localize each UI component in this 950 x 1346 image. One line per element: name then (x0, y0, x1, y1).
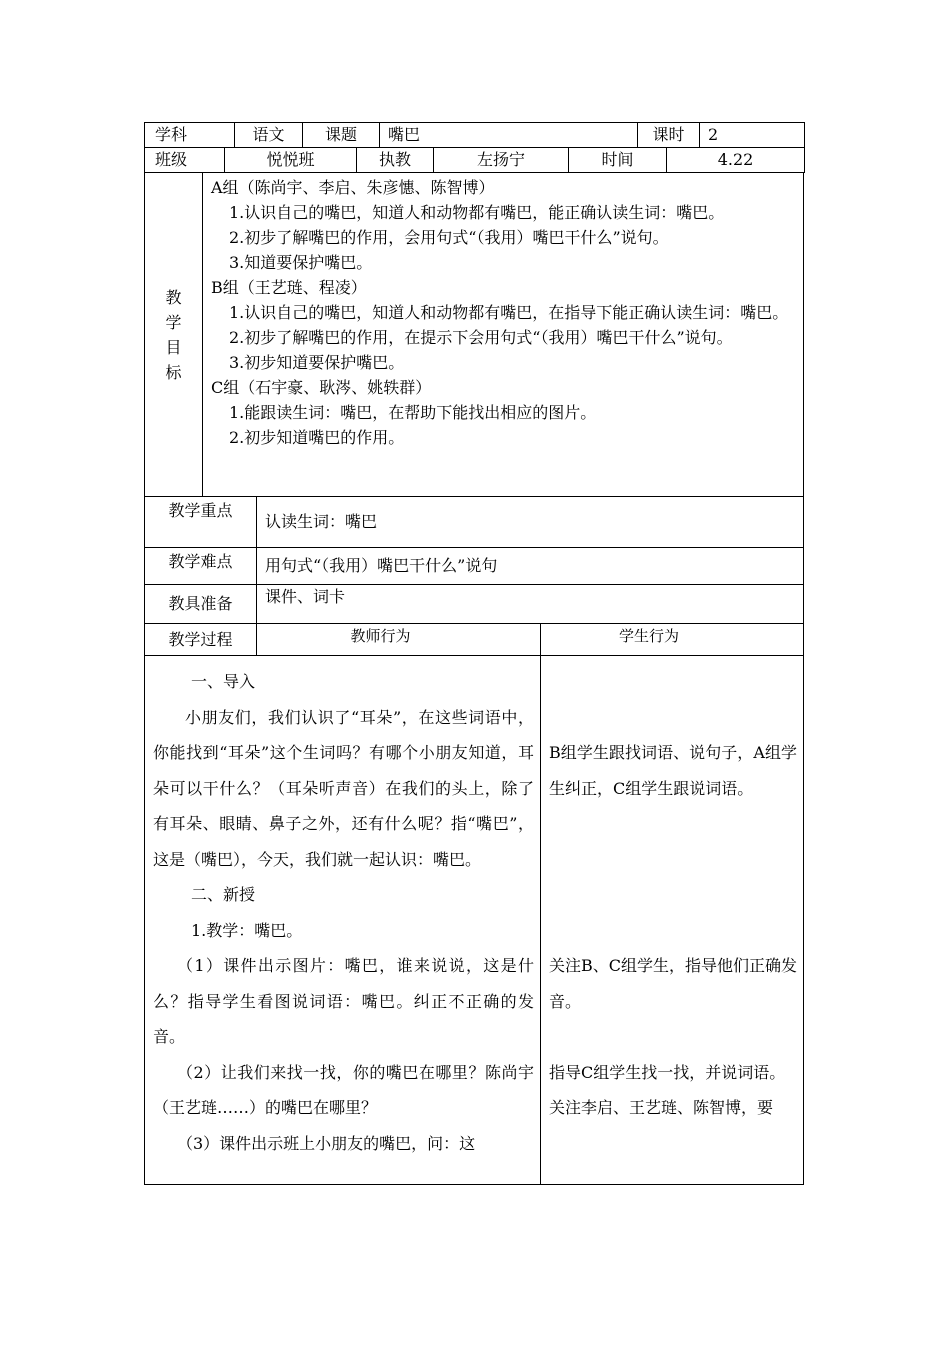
time-label: 时间 (569, 148, 667, 173)
info-table (144, 496, 804, 656)
goals-label-char: 目 (165, 337, 182, 357)
teacher-header: 教师行为 (257, 624, 541, 656)
student-header: 学生行为 (541, 624, 804, 656)
goal-line: 1.认识自己的嘴巴，知道人和动物都有嘴巴，能正确认读生词：嘴巴。 (229, 203, 725, 222)
goal-line: 2.初步了解嘴巴的作用，会用句式“（我用）嘴巴干什么”说句。 (229, 228, 669, 247)
topic-value: 嘴巴 (380, 123, 638, 148)
teacher-paragraph: （3）课件出示班上小朋友的嘴巴，问：这 (177, 1133, 476, 1153)
section-heading: 二、新授 (191, 885, 256, 904)
student-note: 关注B、C组学生，指导他们正确发音。 (549, 956, 798, 1011)
lesson-plan-document (144, 122, 804, 1185)
student-note: B组学生跟找词语、说句子，A组学生纠正，C组学生跟说词语。 (549, 743, 797, 798)
process-label: 教学过程 (145, 624, 257, 656)
class-value: 悦悦班 (225, 148, 357, 173)
teacher-actions (145, 656, 541, 1185)
topic-label: 课题 (303, 123, 380, 148)
teacher-paragraph: 小朋友们，我们认识了“耳朵”，在这些词语中，你能找到“耳朵”这个生词吗？有哪个小朋友知道，耳朵可以干什么？（耳朵听声音）在我们的头上，除了有耳朵、眼睛、鼻子之外，还有什么呢？指“嘴巴”，这是（嘴巴），今天，我们就一起认识：嘴巴。 (153, 707, 534, 869)
goal-line: 2.初步知道嘴巴的作用。 (229, 428, 405, 447)
section-heading: 一、导入 (191, 672, 256, 691)
goal-line: 3.知道要保护嘴巴。 (229, 253, 373, 272)
time-value: 4.22 (667, 148, 805, 173)
key-point-value: 认读生词：嘴巴 (257, 497, 804, 548)
process-table (144, 655, 804, 1185)
goal-group-b: B组（王艺琏、程凌） (211, 278, 367, 297)
goals-label-char: 学 (165, 312, 182, 332)
goal-line: 1.能跟读生词：嘴巴，在帮助下能找出相应的图片。 (229, 403, 597, 422)
subject-value: 语文 (235, 123, 303, 148)
goal-line: 1.认识自己的嘴巴，知道人和动物都有嘴巴，在指导下能正确认读生词：嘴巴。 (229, 303, 789, 322)
period-label: 课时 (638, 123, 700, 148)
goal-line: 2.初步了解嘴巴的作用，在提示下会用句式“（我用）嘴巴干什么”说句。 (229, 328, 733, 347)
goals-table (144, 172, 804, 497)
goals-label (145, 173, 203, 497)
goals-label-char: 教 (165, 287, 182, 307)
header-table-1 (144, 122, 805, 148)
teacher-label: 执教 (357, 148, 434, 173)
header-table-2 (144, 147, 805, 173)
difficulty-label: 教学难点 (145, 548, 257, 585)
key-point-label: 教学重点 (145, 497, 257, 548)
teacher-paragraph: 1.教学：嘴巴。 (191, 920, 303, 940)
period-value: 2 (700, 123, 805, 148)
student-note: 关注李启、王艺琏、陈智博，要 (549, 1098, 774, 1117)
goal-group-a: A组（陈尚宇、李启、朱彦憓、陈智博） (211, 178, 495, 197)
goal-group-c: C组（石宇豪、耿涔、姚轶群） (211, 378, 432, 397)
goals-label-char: 标 (165, 362, 182, 382)
teacher-paragraph: （1）课件出示图片：嘴巴，谁来说说，这是什么？指导学生看图说词语：嘴巴。纠正不正确的发音。 (153, 956, 534, 1046)
tools-value: 课件、词卡 (257, 585, 804, 624)
teacher-value: 左扬宁 (434, 148, 569, 173)
goals-content (203, 173, 804, 497)
goal-line: 3.初步知道要保护嘴巴。 (229, 353, 405, 372)
student-note: 指导C组学生找一找，并说词语。 (549, 1062, 786, 1082)
difficulty-value: 用句式“（我用）嘴巴干什么”说句 (257, 548, 804, 585)
student-actions (541, 656, 804, 1185)
tools-label: 教具准备 (145, 585, 257, 624)
teacher-paragraph: （2）让我们来找一找，你的嘴巴在哪里？陈尚宇（王艺琏……）的嘴巴在哪里？ (153, 1062, 534, 1117)
class-label: 班级 (145, 148, 225, 173)
subject-label: 学科 (145, 123, 235, 148)
